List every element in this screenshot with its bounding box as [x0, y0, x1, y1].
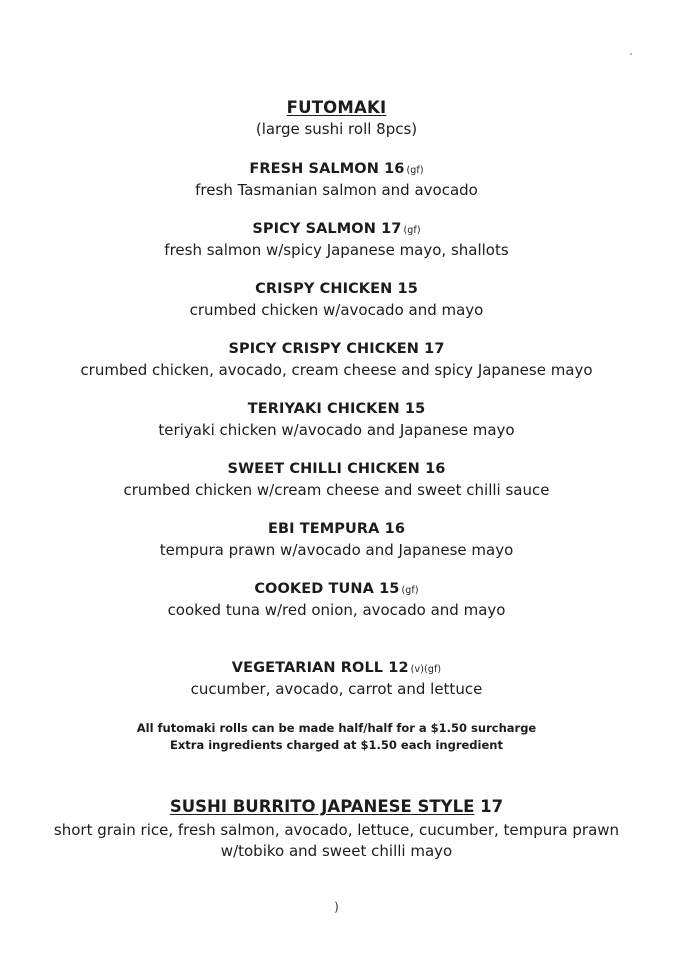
item-name — [0, 161, 673, 177]
description-line: w/tobiko and sweet chilli mayo — [220, 842, 453, 860]
menu-item — [0, 581, 673, 619]
item-title: EBI TEMPURA 16 — [267, 521, 406, 537]
burrito-price: 17 — [480, 797, 504, 816]
note-line: All futomaki rolls can be made half/half for a $1.50 surcharge — [136, 721, 537, 735]
item-description: crumbed chicken, avocado, cream cheese and spicy Japanese mayo — [80, 361, 593, 379]
menu-item — [0, 221, 673, 259]
item-title: SPICY CRISPY CHICKEN 17 — [228, 341, 445, 357]
dietary-tag: (gf) — [401, 585, 419, 596]
menu-item — [0, 341, 673, 379]
menu-item — [0, 521, 673, 559]
item-name — [0, 341, 673, 357]
item-description: fresh salmon w/spicy Japanese mayo, shallots — [164, 241, 509, 259]
item-title: COOKED TUNA 15 — [254, 581, 400, 597]
item-description: teriyaki chicken w/avocado and Japanese mayo — [158, 421, 515, 439]
section-title: FUTOMAKI — [286, 98, 387, 117]
item-title: SWEET CHILLI CHICKEN 16 — [227, 461, 446, 477]
item-name — [0, 221, 673, 237]
futomaki-notes — [0, 720, 673, 754]
item-name — [0, 461, 673, 477]
menu-item — [0, 161, 673, 199]
dietary-tag: (gf) — [403, 225, 421, 236]
item-title: SPICY SALMON 17 — [252, 221, 402, 237]
burrito-title — [0, 797, 673, 816]
item-name — [0, 581, 673, 597]
item-description: cucumber, avocado, carrot and lettuce — [190, 680, 483, 698]
item-description: crumbed chicken w/cream cheese and sweet chilli sauce — [123, 481, 550, 499]
dietary-tag: (v)(gf) — [410, 664, 442, 675]
burrito-section — [0, 797, 673, 862]
item-description: cooked tuna w/red onion, avocado and mayo — [167, 601, 506, 619]
menu-item — [0, 461, 673, 499]
item-description: tempura prawn w/avocado and Japanese mayo — [159, 541, 514, 559]
item-name — [0, 660, 673, 676]
futomaki-header — [0, 98, 673, 138]
item-title: FRESH SALMON 16 — [249, 161, 405, 177]
menu-item — [0, 660, 673, 698]
item-name — [0, 281, 673, 297]
item-description: crumbed chicken w/avocado and mayo — [189, 301, 484, 319]
item-name — [0, 521, 673, 537]
item-name — [0, 401, 673, 417]
dietary-tag: (gf) — [406, 165, 424, 176]
menu-item — [0, 401, 673, 439]
item-title: TERIYAKI CHICKEN 15 — [247, 401, 426, 417]
burrito-name: SUSHI BURRITO JAPANESE STYLE — [169, 797, 475, 816]
burrito-description — [0, 820, 673, 862]
menu-item — [0, 281, 673, 319]
item-title: CRISPY CHICKEN 15 — [255, 281, 418, 297]
page-mark: ) — [334, 900, 339, 914]
item-description: fresh Tasmanian salmon and avocado — [195, 181, 478, 199]
description-line: short grain rice, fresh salmon, avocado, lettuce, cucumber, tempura prawn — [53, 821, 620, 839]
item-title: VEGETARIAN ROLL 12 — [231, 660, 409, 676]
scan-speck — [630, 53, 632, 55]
section-subtitle: (large sushi roll 8pcs) — [255, 120, 418, 138]
note-line: Extra ingredients charged at $1.50 each ingredient — [170, 738, 503, 752]
